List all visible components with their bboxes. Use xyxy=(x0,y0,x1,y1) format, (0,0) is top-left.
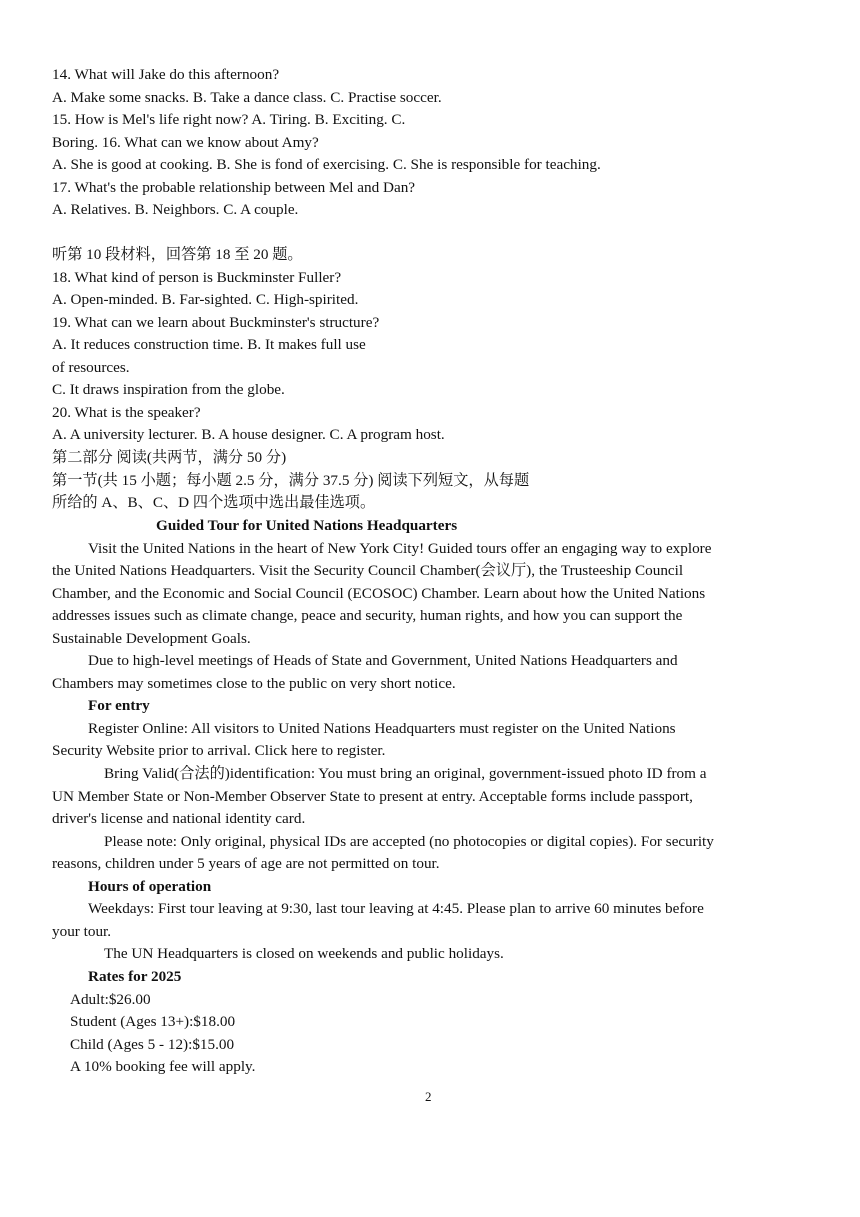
passage-p1-line: Sustainable Development Goals. xyxy=(52,630,251,647)
question-18-options: A. Open-minded. B. Far-sighted. C. High-spirited. xyxy=(52,291,359,308)
question-15: 15. How is Mel's life right now? A. Tiring. B. Exciting. C. xyxy=(52,111,406,128)
question-14: 14. What will Jake do this afternoon? xyxy=(52,66,280,83)
booking-fee-note: A 10% booking fee will apply. xyxy=(70,1058,256,1075)
passage-title: Guided Tour for United Nations Headquarters xyxy=(156,517,458,534)
section-10-instruction: 听第 10 段材料，回答第 18 至 20 题。 xyxy=(52,246,303,263)
rate-item: Child (Ages 5 - 12):$15.00 xyxy=(70,1036,235,1053)
question-19-options-line2: of resources. xyxy=(52,359,130,376)
closed-notice: The UN Headquarters is closed on weekends and public holidays. xyxy=(104,945,504,962)
page-number: 2 xyxy=(425,1089,432,1104)
rate-item: Adult:$26.00 xyxy=(70,991,151,1008)
question-19: 19. What can we learn about Buckminster's structure? xyxy=(52,314,380,331)
valid-id-line: Bring Valid(合法的)identification: You must bring an original, government-issued photo ID from a xyxy=(104,765,707,782)
question-20-options: A. A university lecturer. B. A house designer. C. A program host. xyxy=(52,426,445,443)
section-1-instruction-line2: 所给的 A、B、C、D 四个选项中选出最佳选项。 xyxy=(52,494,376,511)
question-19-options-line1: A. It reduces construction time. B. It makes full use xyxy=(52,336,366,353)
weekdays-line: your tour. xyxy=(52,923,112,940)
passage-p1-line: Visit the United Nations in the heart of New York City! Guided tours offer an engaging way to explore xyxy=(88,540,712,557)
note-line: Please note: Only original, physical IDs are accepted (no photocopies or digital copies). For security xyxy=(104,833,714,850)
register-line: Register Online: All visitors to United Nations Headquarters must register on the United Nations xyxy=(88,720,676,737)
entry-heading: For entry xyxy=(88,697,150,714)
valid-id-line: driver's license and national identity card. xyxy=(52,810,306,827)
question-14-options: A. Make some snacks. B. Take a dance class. C. Practise soccer. xyxy=(52,89,442,106)
valid-id-line: UN Member State or Non-Member Observer State to present at entry. Acceptable forms include passport, xyxy=(52,788,693,805)
question-17: 17. What's the probable relationship between Mel and Dan? xyxy=(52,179,416,196)
question-20: 20. What is the speaker? xyxy=(52,404,201,421)
passage-p2-line: Due to high-level meetings of Heads of State and Government, United Nations Headquarters and xyxy=(88,652,678,669)
section-1-instruction-line1: 第一节(共 15 小题；每小题 2.5 分，满分 37.5 分) 阅读下列短文，从每题 xyxy=(52,472,530,489)
rate-item: Student (Ages 13+):$18.00 xyxy=(70,1013,236,1030)
passage-p2-line: Chambers may sometimes close to the public on very short notice. xyxy=(52,675,456,692)
part-2-heading: 第二部分 阅读(共两节，满分 50 分) xyxy=(52,449,287,466)
hours-heading: Hours of operation xyxy=(88,878,212,895)
note-line: reasons, children under 5 years of age are not permitted on tour. xyxy=(52,855,440,872)
question-17-options: A. Relatives. B. Neighbors. C. A couple. xyxy=(52,201,299,218)
question-19-options-line3: C. It draws inspiration from the globe. xyxy=(52,381,285,398)
question-15-16: Boring. 16. What can we know about Amy? xyxy=(52,134,319,151)
passage-p1-line: addresses issues such as climate change, peace and security, human rights, and how you can support the xyxy=(52,607,683,624)
passage-p1-line: the United Nations Headquarters. Visit the Security Council Chamber(会议厅), the Trusteeship Council xyxy=(52,562,684,579)
register-line: Security Website prior to arrival. Click here to register. xyxy=(52,742,386,759)
rates-heading: Rates for 2025 xyxy=(88,968,182,985)
passage-p1-line: Chamber, and the Economic and Social Council (ECOSOC) Chamber. Learn about how the United Nations xyxy=(52,585,706,602)
question-18: 18. What kind of person is Buckminster Fuller? xyxy=(52,269,342,286)
question-16-options: A. She is good at cooking. B. She is fond of exercising. C. She is responsible for teaching. xyxy=(52,156,601,173)
weekdays-line: Weekdays: First tour leaving at 9:30, last tour leaving at 4:45. Please plan to arrive 60 minutes before xyxy=(88,900,704,917)
